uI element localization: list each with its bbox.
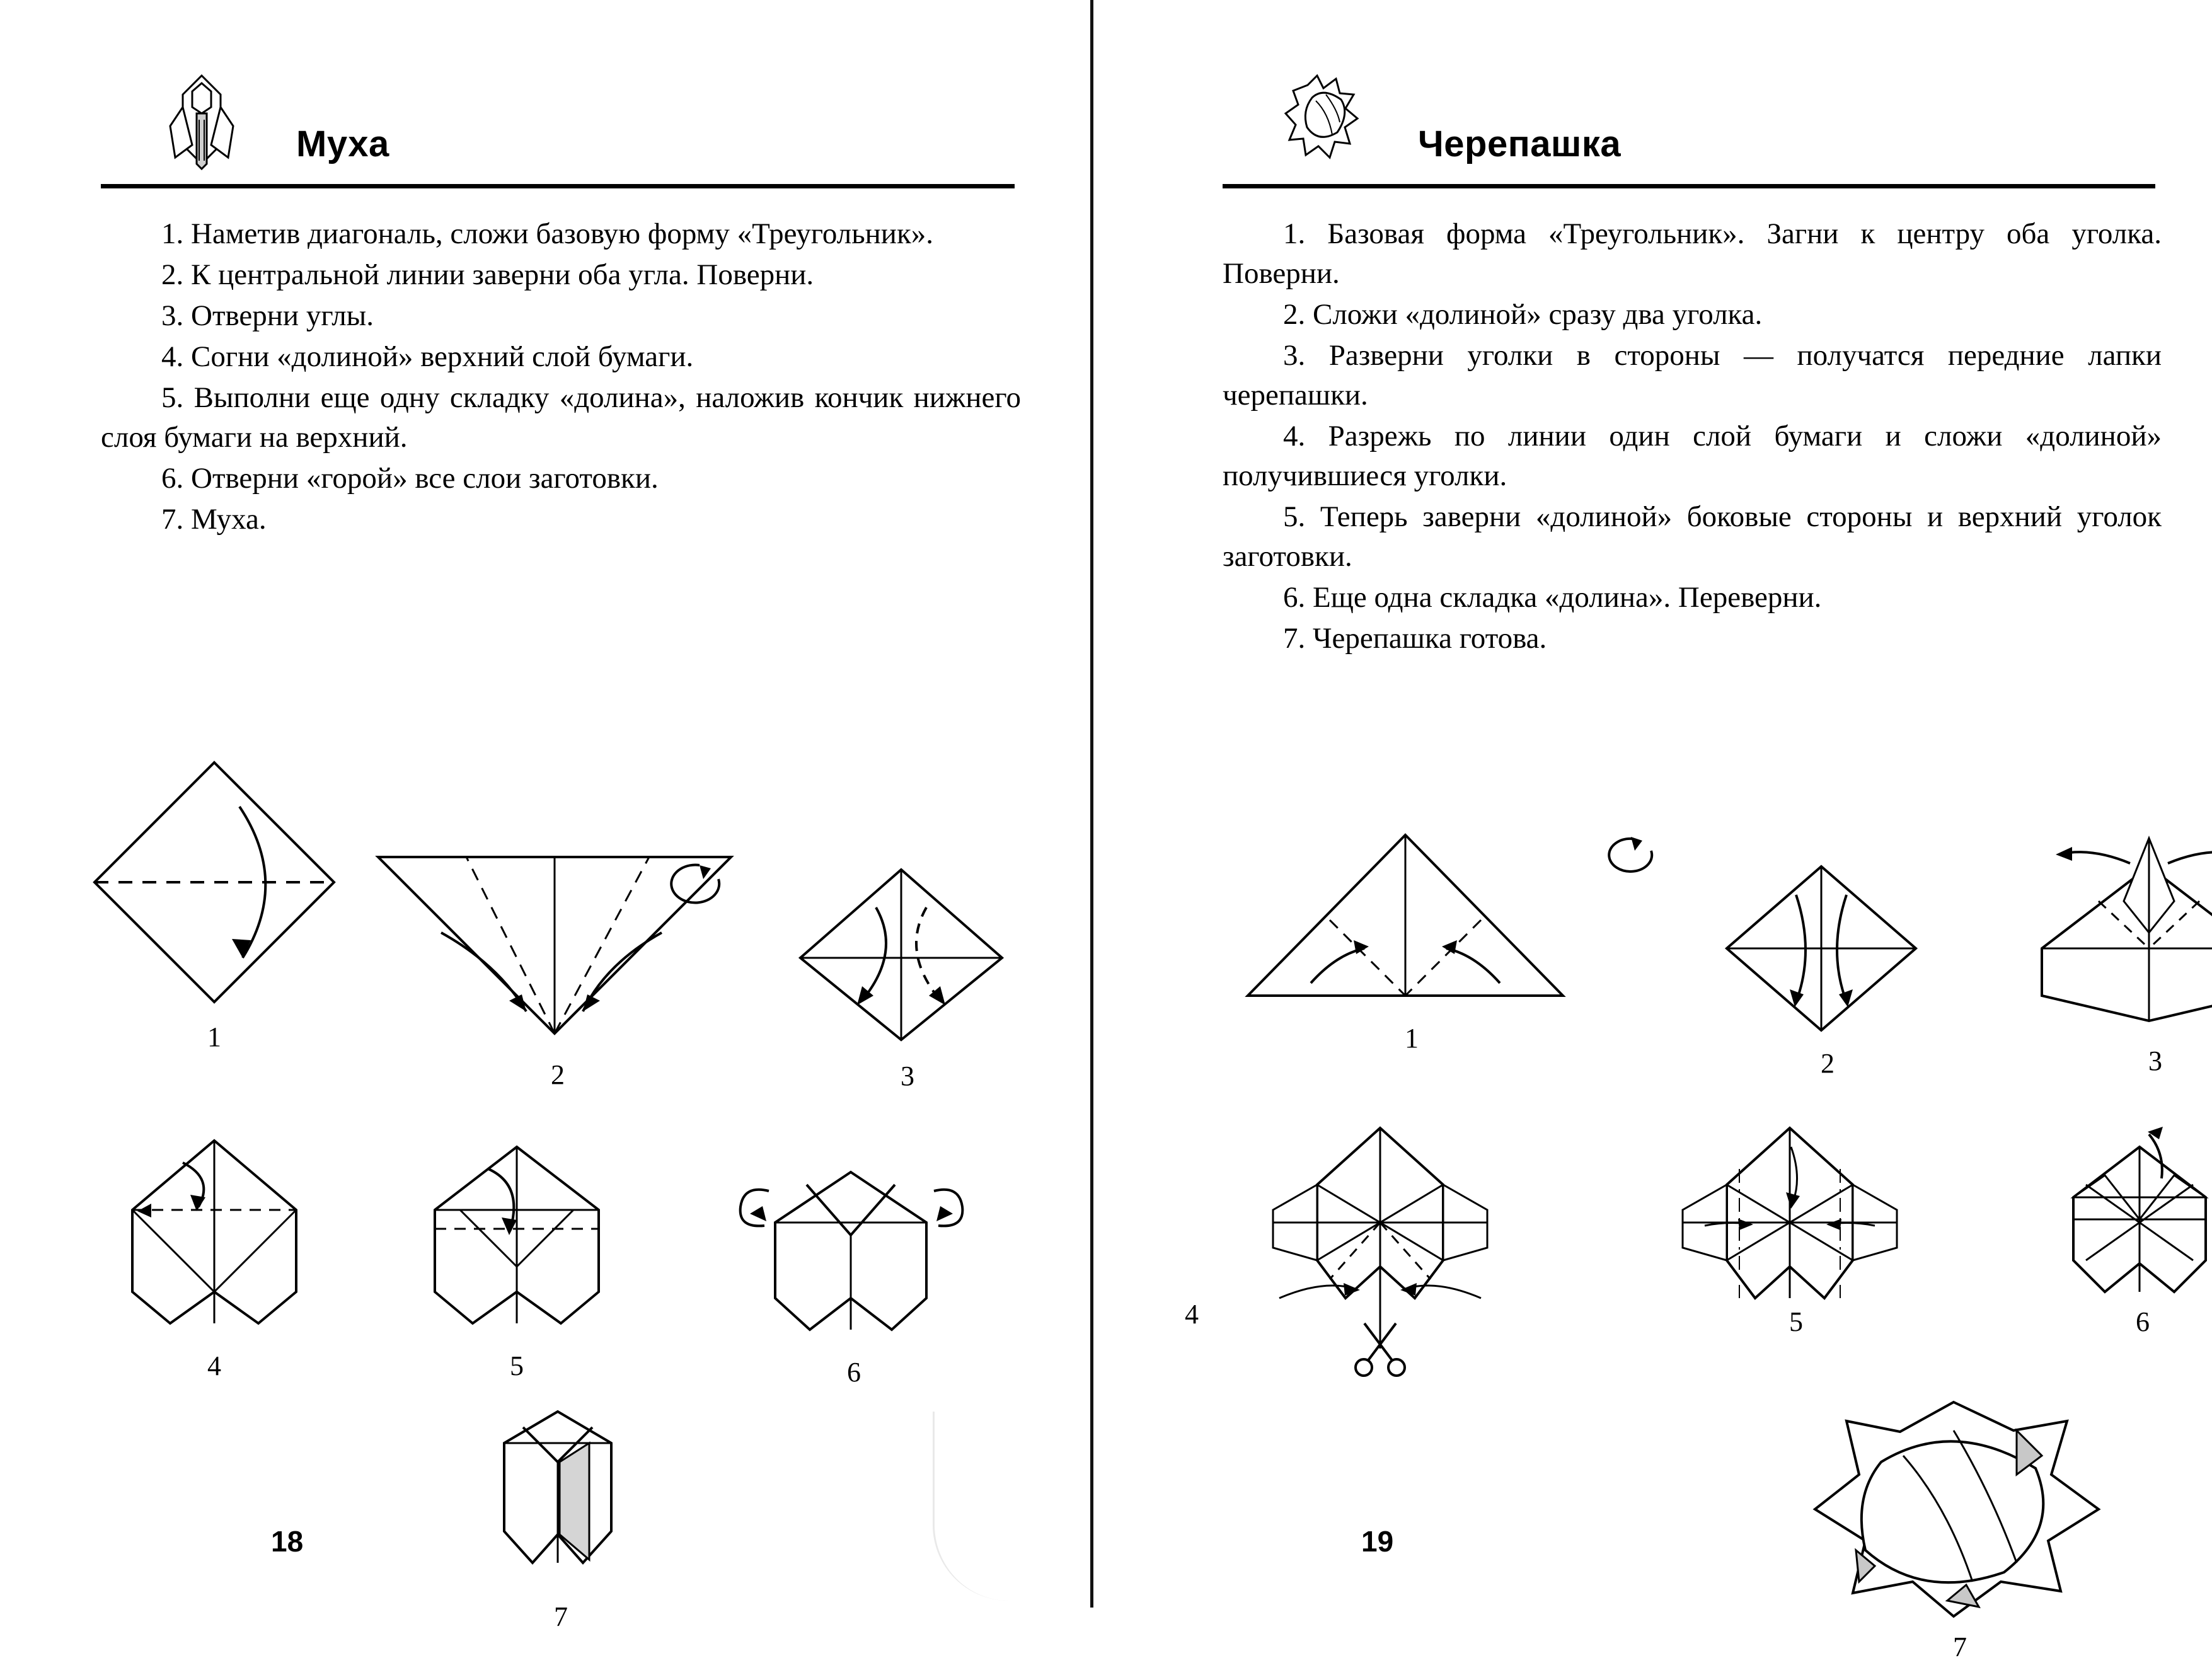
figure-step-5 [391,1134,643,1381]
book-gutter [1071,0,1122,1608]
figure-caption: 3 [2148,1045,2162,1076]
instruction-step: 4. Согни «долиной» верхний слой бумаги. [161,340,694,373]
origami-fly-icon [158,69,246,176]
instruction-step: 5. Выполни еще одну складку «долина», наложив кончик нижнего слоя бумаги на верхний. [101,381,1021,454]
instruction-step: 7. Черепашка готова. [1283,621,1547,655]
figure-caption: 1 [1405,1023,1419,1054]
page-smudge [933,1412,1054,1601]
figure-step-6 [712,1147,996,1388]
figure-step-7 [1765,1393,2155,1662]
origami-turtle-icon [1279,69,1368,176]
right-page [1122,0,2212,1662]
figure-caption: 2 [1821,1048,1835,1079]
figure-caption: 1 [207,1021,221,1052]
figure-caption: 7 [1953,1631,1967,1662]
figure-caption: 2 [551,1059,565,1090]
header-divider [1223,184,2155,188]
left-page-header [0,0,1071,164]
figure-caption: 3 [901,1061,914,1091]
figure-caption: 6 [847,1357,861,1388]
figure-caption: 5 [1789,1306,1803,1337]
instruction-step: 6. Еще одна складка «долина». Переверни. [1283,580,1822,614]
instruction-step: 2. К центральной линии заверни оба угла. Поверни. [161,258,814,291]
instruction-step: 3. Отверни углы. [161,299,374,332]
instruction-step: 2. Сложи «долиной» сразу два уголка. [1283,297,1763,331]
figure-caption: 5 [510,1350,524,1381]
figure-step-3 [788,863,1027,1091]
left-page [0,0,1071,1632]
instruction-list [101,214,1021,541]
figure-step-2 [1708,857,1947,1079]
instruction-step: 1. Наметив диагональ, сложи базовую форму «Треугольник». [161,217,934,250]
right-page-header [1122,0,2212,164]
figure-caption: 4 [1185,1299,1199,1330]
figure-step-1 [1235,826,1588,1052]
instruction-step: 4. Разрежь по линии один слой бумаги и сложи «долиной» получившиеся уголки. [1223,419,2162,492]
figure-step-3 [2023,832,2212,1076]
page-title: Черепашка [1418,124,1622,164]
figure-caption: 6 [2136,1306,2150,1337]
figure-step-2 [366,844,750,1090]
figure-caption: 7 [554,1601,568,1632]
figure-step-4 [1185,1109,1538,1437]
instruction-step: 1. Базовая форма «Треугольник». Загни к центру оба уголка. Поверни. [1223,217,2162,290]
figure-step-4 [88,1134,340,1381]
instruction-step: 6. Отверни «горой» все слои заготовки. [161,461,659,495]
figure-step-7 [454,1405,668,1632]
instruction-step: 7. Муха. [161,502,267,536]
figure-caption: 4 [207,1350,221,1381]
figure-step-6 [2004,1109,2212,1361]
page-number: 18 [271,1525,304,1558]
instruction-list [1223,214,2162,660]
page-number: 19 [1361,1525,1394,1558]
gutter-seam [1090,0,1093,1608]
figure-step-1 [82,750,347,1052]
figure-step-5 [1645,1109,1947,1361]
instruction-step: 5. Теперь заверни «долиной» боковые стороны и верхний уголок заготовки. [1223,500,2162,573]
header-divider [101,184,1015,188]
instruction-step: 3. Разверни уголки в стороны — получатся передние лапки черепашки. [1223,338,2162,411]
turn-over-arrow-icon [1601,832,1676,907]
page-title: Муха [296,124,389,164]
